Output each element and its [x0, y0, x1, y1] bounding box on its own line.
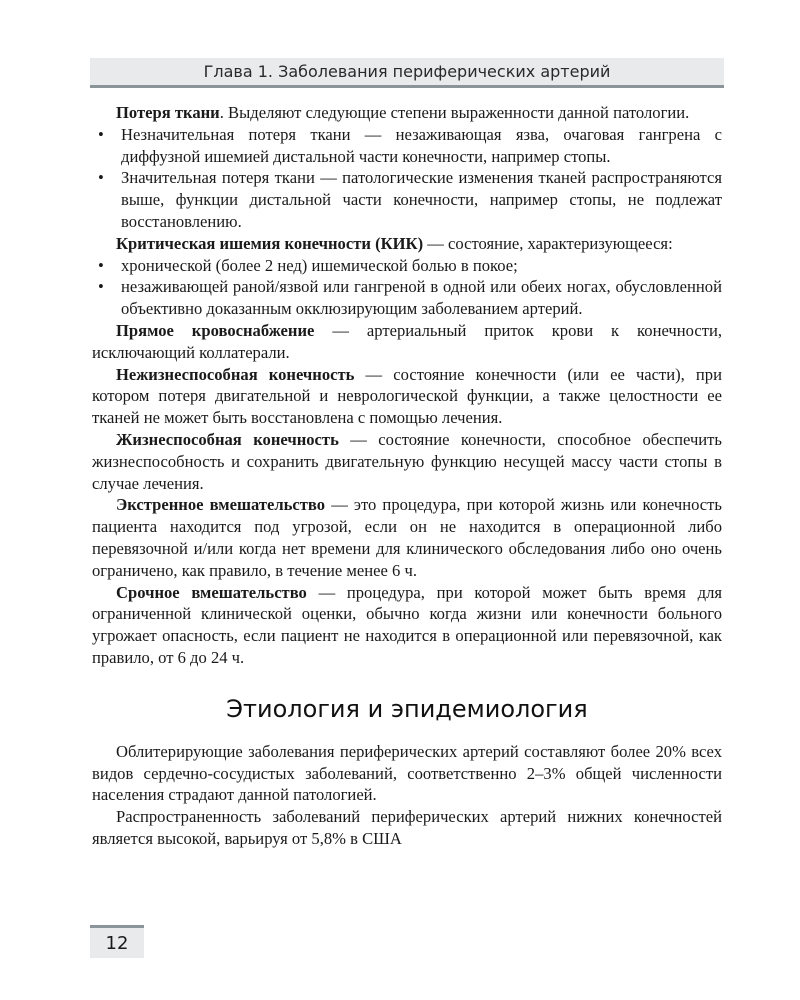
page-number-box [90, 925, 144, 958]
term-emergency: Экстренное вмешательство [116, 495, 326, 515]
paragraph-tissue-loss [92, 102, 722, 124]
paragraph-direct-supply [92, 320, 722, 364]
page-body [92, 102, 722, 850]
page-number: 12 [105, 932, 129, 954]
term-urgent: Срочное вмешательство [116, 582, 307, 602]
definition-cli: — состояние, характеризующееся: [423, 233, 673, 253]
list-cli [92, 255, 722, 320]
definition-direct-supply: — артериальный приток крови к конечности, исключающий коллатерали. [92, 320, 722, 362]
definition-tissue-loss: . Выделяют следующие степени выраженности данной патологии. [219, 103, 690, 122]
paragraph-cli [92, 233, 722, 255]
definition-viable: — состояние конечности, способное обеспечить жизнеспособность и сохранить двигательную функцию несущей массу части стопы в случае лечения. [92, 429, 722, 493]
paragraph-etiology-2: Распространенность заболеваний периферических артерий нижних конечностей является высокой, варьируя от 5,8% в США [92, 807, 722, 848]
paragraph-viable [92, 429, 722, 494]
list-tissue-loss [92, 124, 722, 233]
paragraph-urgent [92, 582, 722, 669]
paragraph-emergency [92, 494, 722, 581]
chapter-title: Глава 1. Заболевания периферических артерий [203, 62, 611, 81]
list-item: • Значительная потеря ткани — патологические изменения тканей распространяются выше, функции дистальной части конечности, например стопы, не подлежат восстановлению. [92, 167, 722, 232]
definition-urgent: — процедура, при которой может быть время для ограниченной клинической оценки, обычно когда жизни или конечности больного угрожает опасность, если пациент не находится в операционной или перевязочной, как правило, от 6 до 24 ч. [92, 582, 722, 667]
term-viable: Жизнеспособная конечность [116, 429, 339, 449]
term-cli: Критическая ишемия конечности (КИК) [116, 233, 424, 253]
list-item: • Незначительная потеря ткани — незаживающая язва, очаговая гангрена с диффузной ишемией дистальной части конечности, например стопы. [92, 124, 722, 168]
definition-nonviable: — состояние конечности (или ее части), при котором потеря двигательной и неврологической функции, а также целостности ее тканей не может быть восстановлена с помощью лечения. [92, 364, 722, 428]
term-tissue-loss: Потеря ткани [116, 103, 220, 122]
term-nonviable: Нежизнеспособная конечность [116, 364, 355, 384]
section-heading: Этиология и эпидемиология [226, 694, 588, 723]
term-direct-supply: Прямое кровоснабжение [116, 320, 315, 340]
list-item: • хронической (более 2 нед) ишемической болью в покое; [92, 255, 722, 277]
paragraph-etiology-1: Облитерирующие заболевания периферических артерий составляют более 20% всех видов сердечно-сосудистых заболеваний, соответственно 2–3% общей численности населения страдают данной патологией. [92, 741, 722, 805]
list-item: • незаживающей раной/язвой или гангреной в одной или обеих ногах, обусловленной объективно доказанным окклюзирующим заболеванием артерий. [92, 276, 722, 320]
definition-emergency: — это процедура, при которой жизнь или конечность пациента находится под угрозой, если он не находится в операционной либо перевязочной и/или когда нет времени для клинического обследования либо оно очень ограничено, как правило, в течение менее 6 ч. [92, 495, 722, 580]
running-header [90, 58, 724, 88]
paragraph-nonviable [92, 364, 722, 429]
